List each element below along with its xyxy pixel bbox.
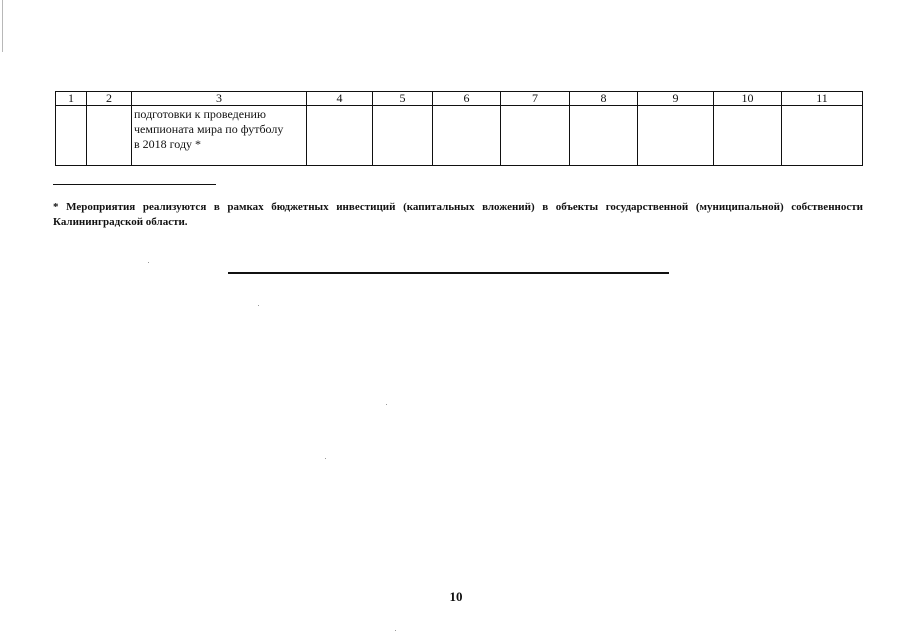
column-header: 4 [307, 92, 373, 106]
column-header: 1 [56, 92, 87, 106]
column-header: 2 [87, 92, 132, 106]
column-header: 9 [638, 92, 714, 106]
table-row [56, 106, 863, 166]
cell-text-line: в 2018 году * [134, 137, 202, 151]
footnote-separator [53, 184, 216, 185]
end-of-document-line [228, 272, 669, 274]
scan-speck [258, 305, 259, 306]
table-cell [373, 106, 433, 166]
table-cell [307, 106, 373, 166]
table-cell [638, 106, 714, 166]
scan-speck [386, 404, 387, 405]
table-cell [501, 106, 570, 166]
column-header: 5 [373, 92, 433, 106]
table-cell [56, 106, 87, 166]
table-cell [570, 106, 638, 166]
column-header: 8 [570, 92, 638, 106]
column-header: 3 [132, 92, 307, 106]
page-edge-line [2, 0, 3, 52]
cell-text-line: подготовки к проведению [134, 107, 266, 121]
footnote-text: * Мероприятия реализуются в рамках бюджетных инвестиций (капитальных вложений) в объекты государственной (муниципальной) собственности Калининградской области. [53, 201, 863, 228]
scan-speck [395, 630, 396, 631]
scan-speck [325, 458, 326, 459]
column-header: 6 [433, 92, 501, 106]
table-cell [782, 106, 863, 166]
table-cell [714, 106, 782, 166]
column-header: 7 [501, 92, 570, 106]
data-table [55, 91, 863, 166]
scan-speck [148, 262, 149, 263]
table-cell [433, 106, 501, 166]
column-header: 10 [714, 92, 782, 106]
table-cell [87, 106, 132, 166]
column-header: 11 [782, 92, 863, 106]
cell-text-line: чемпионата мира по футболу [134, 122, 284, 136]
page-number: 10 [449, 589, 463, 604]
table-header-row [56, 92, 863, 106]
table-cell-description [132, 106, 307, 166]
